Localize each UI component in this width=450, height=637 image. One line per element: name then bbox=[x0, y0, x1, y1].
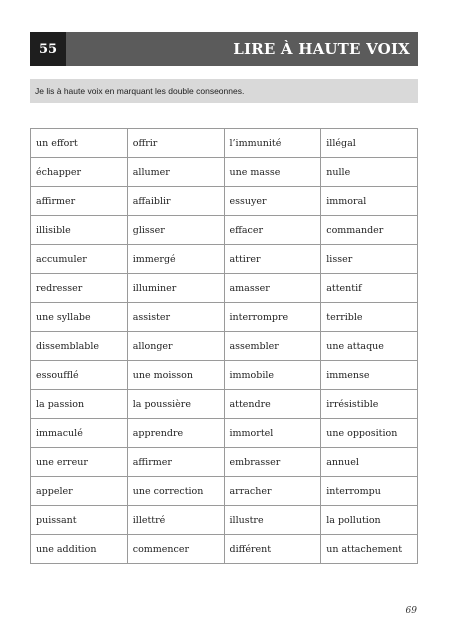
word-cell: amasser bbox=[224, 274, 321, 303]
word-cell: une moisson bbox=[127, 361, 224, 390]
word-cell: puissant bbox=[31, 506, 128, 535]
word-cell: immoral bbox=[321, 187, 418, 216]
table-row bbox=[31, 129, 418, 158]
table-row bbox=[31, 448, 418, 477]
table-row bbox=[31, 187, 418, 216]
word-cell: la poussière bbox=[127, 390, 224, 419]
table-row bbox=[31, 303, 418, 332]
word-cell: affirmer bbox=[31, 187, 128, 216]
word-cell: illuminer bbox=[127, 274, 224, 303]
instruction-banner bbox=[30, 79, 418, 103]
word-table bbox=[30, 128, 418, 564]
word-cell: une masse bbox=[224, 158, 321, 187]
word-cell: nulle bbox=[321, 158, 418, 187]
word-cell: interrompu bbox=[321, 477, 418, 506]
word-cell: une addition bbox=[31, 535, 128, 564]
word-cell: embrasser bbox=[224, 448, 321, 477]
word-cell: l’immunité bbox=[224, 129, 321, 158]
table-row bbox=[31, 535, 418, 564]
word-cell: irrésistible bbox=[321, 390, 418, 419]
word-cell: une syllabe bbox=[31, 303, 128, 332]
word-cell: terrible bbox=[321, 303, 418, 332]
word-cell: redresser bbox=[31, 274, 128, 303]
word-cell: illustre bbox=[224, 506, 321, 535]
word-cell: illettré bbox=[127, 506, 224, 535]
word-cell: commander bbox=[321, 216, 418, 245]
word-cell: interrompre bbox=[224, 303, 321, 332]
word-cell: la pollution bbox=[321, 506, 418, 535]
word-cell: une opposition bbox=[321, 419, 418, 448]
table-row bbox=[31, 361, 418, 390]
word-cell: arracher bbox=[224, 477, 321, 506]
word-cell: différent bbox=[224, 535, 321, 564]
page-number: 69 bbox=[405, 606, 417, 616]
word-cell: apprendre bbox=[127, 419, 224, 448]
word-cell: annuel bbox=[321, 448, 418, 477]
table-row bbox=[31, 245, 418, 274]
table-row bbox=[31, 332, 418, 361]
word-cell: lisser bbox=[321, 245, 418, 274]
table-row bbox=[31, 390, 418, 419]
word-cell: commencer bbox=[127, 535, 224, 564]
table-row bbox=[31, 274, 418, 303]
word-cell: un effort bbox=[31, 129, 128, 158]
word-cell: immaculé bbox=[31, 419, 128, 448]
word-cell: affirmer bbox=[127, 448, 224, 477]
word-cell: immergé bbox=[127, 245, 224, 274]
table-row bbox=[31, 216, 418, 245]
word-cell: offrir bbox=[127, 129, 224, 158]
word-cell: attendre bbox=[224, 390, 321, 419]
word-cell: affaiblir bbox=[127, 187, 224, 216]
word-cell: échapper bbox=[31, 158, 128, 187]
word-cell: une erreur bbox=[31, 448, 128, 477]
word-cell: attentif bbox=[321, 274, 418, 303]
chapter-header bbox=[30, 32, 418, 66]
table-row bbox=[31, 506, 418, 535]
table-row bbox=[31, 477, 418, 506]
word-cell: une attaque bbox=[321, 332, 418, 361]
word-cell: illégal bbox=[321, 129, 418, 158]
word-cell: accumuler bbox=[31, 245, 128, 274]
word-cell: immortel bbox=[224, 419, 321, 448]
word-cell: immense bbox=[321, 361, 418, 390]
word-cell: la passion bbox=[31, 390, 128, 419]
word-cell: un attachement bbox=[321, 535, 418, 564]
word-cell: immobile bbox=[224, 361, 321, 390]
word-table-body bbox=[31, 129, 418, 564]
word-cell: essuyer bbox=[224, 187, 321, 216]
word-cell: assembler bbox=[224, 332, 321, 361]
instruction-text: Je lis à haute voix en marquant les double conseonnes. bbox=[35, 86, 245, 96]
chapter-title: LIRE À HAUTE VOIX bbox=[233, 40, 410, 58]
word-cell: dissemblable bbox=[31, 332, 128, 361]
chapter-number: 55 bbox=[30, 32, 66, 66]
word-cell: allonger bbox=[127, 332, 224, 361]
word-cell: effacer bbox=[224, 216, 321, 245]
table-row bbox=[31, 158, 418, 187]
table-row bbox=[31, 419, 418, 448]
word-cell: une correction bbox=[127, 477, 224, 506]
word-cell: appeler bbox=[31, 477, 128, 506]
word-cell: illisible bbox=[31, 216, 128, 245]
word-cell: glisser bbox=[127, 216, 224, 245]
word-cell: allumer bbox=[127, 158, 224, 187]
word-cell: essoufflé bbox=[31, 361, 128, 390]
word-cell: attirer bbox=[224, 245, 321, 274]
word-cell: assister bbox=[127, 303, 224, 332]
